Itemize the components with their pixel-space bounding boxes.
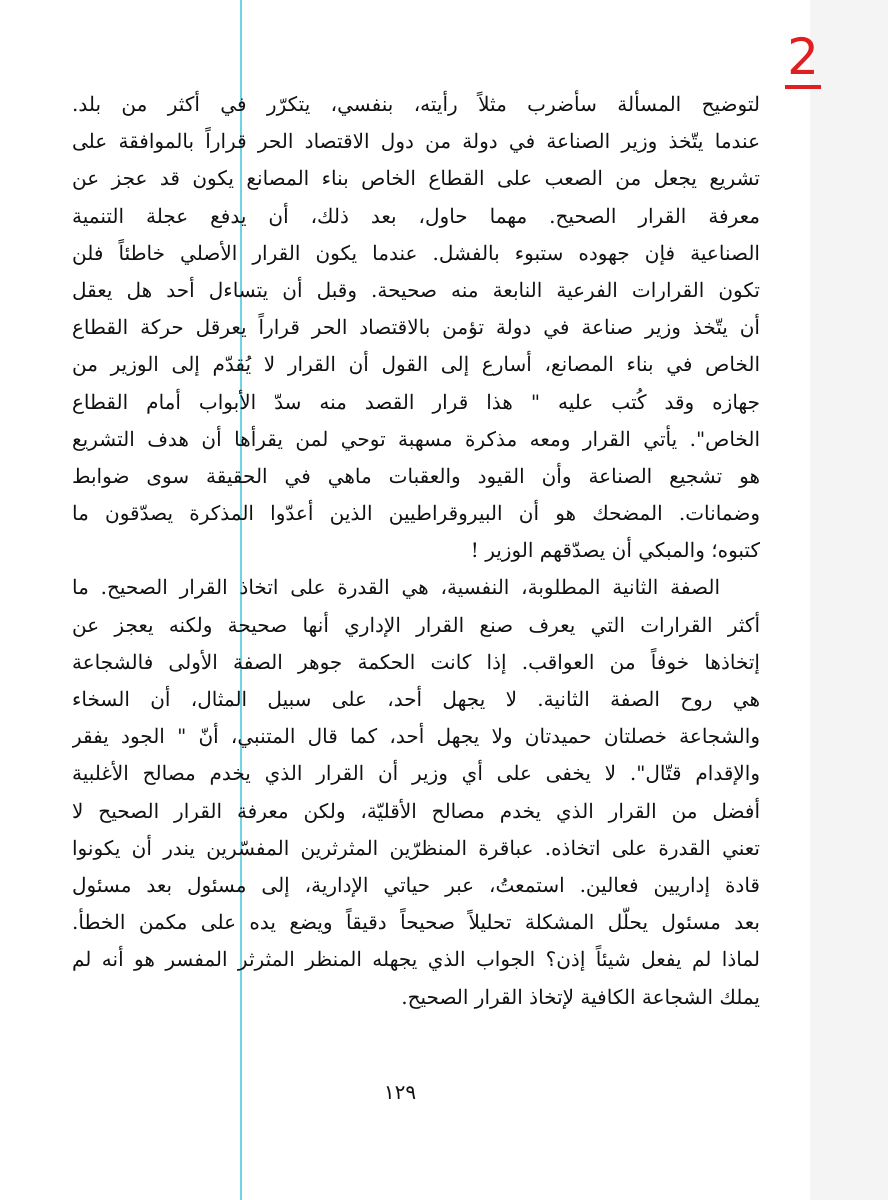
text-line: هو تشجيع الصناعة وأن القيود والعقبات ماهي في الحقيقة سوى ضوابط	[72, 463, 760, 488]
text-line: أن يتّخذ وزير صناعة في دولة تؤمن بالاقتصاد الحر قراراً يعرقل حركة القطاع	[72, 315, 760, 340]
page-marker-label: 2	[785, 29, 821, 89]
text-line: تكون القرارات الفرعية النابعة منه صحيحة. وقبل أن يتساءل أحد هل يعقل	[72, 277, 760, 302]
page-marker	[778, 22, 828, 92]
text-line: أكثر القرارات التي يعرف صنع القرار الإداري أنها صحيحة ولكنه يعجز عن	[72, 612, 760, 637]
page-edge-strip	[810, 0, 888, 1200]
text-line: الصفة الثانية المطلوبة، النفسية، هي القدرة على اتخاذ القرار الصحيح. ما	[72, 575, 720, 600]
text-line: قادة إداريين فعالين. استمعتُ، عبر حياتي الإدارية، إلى مسئول بعد مسئول	[72, 872, 760, 897]
text-line: معرفة القرار الصحيح. مهما حاول، بعد ذلك، أن يدفع عجلة التنمية	[72, 203, 760, 228]
text-line: والشجاعة خصلتان حميدتان ولا يجهل أحد، كما قال المتنبي، أنّ " الجود يفقر	[72, 724, 760, 749]
text-line: هي روح الصفة الثانية. لا يجهل أحد، على سبيل المثال، أن السخاء	[72, 687, 760, 711]
text-line: الخاص في بناء المصانع، أسارع إلى القول أن القرار لا يُقدّم إلى الوزير من	[72, 352, 760, 377]
text-line: بعد مسئول يحلّل المشكلة تحليلاً صحيحاً دقيقاً ويضع يده على مكمن الخطأ.	[72, 910, 760, 935]
text-line: والإقدام قتّال". لا يخفى على أي وزير أن القرار الذي يخدم مصالح الأغلبية	[72, 761, 760, 786]
text-line: كتبوه؛ والمبكي أن يصدّقهم الوزير !	[470, 538, 760, 563]
text-line: الخاص". يأتي القرار ومعه مذكرة مسهبة توحي لمن يقرأها أن هدف التشريع	[72, 426, 760, 451]
text-line: جهازه وقد كُتب عليه " هذا قرار القصد منه سدّ الأبواب أمام القطاع	[72, 389, 760, 414]
body-text	[72, 86, 760, 1016]
text-line: تعني القدرة على اتخاذه. عباقرة المنظرّين المثرثرين المفسّرين يندر أن يكونوا	[72, 835, 760, 860]
text-line: وضمانات. المضحك هو أن البيروقراطيين الذين أعدّوا المذكرة يصدّقون ما	[72, 501, 760, 526]
text-line: يملك الشجاعة الكافية لإتخاذ القرار الصحيح.	[401, 984, 760, 1009]
text-line: الصناعية فإن جهوده ستبوء بالفشل. عندما يكون القرار الأصلي خاطئاً فلن	[72, 240, 760, 265]
text-line: إتخاذها خوفاً من العواقب. إذا كانت الحكمة جوهر الصفة الأولى فالشجاعة	[72, 649, 760, 674]
text-line: عندما يتّخذ وزير الصناعة في دولة من دول الاقتصاد الحر قراراً بالموافقة على	[72, 129, 760, 154]
text-line: لتوضيح المسألة سأضرب مثلاً رأيته، بنفسي، يتكرّر في أكثر من بلد.	[72, 92, 760, 116]
text-line: لماذا لم يفعل شيئاً إذن؟ الجواب الذي يجهله المنظر المثرثر المفسر هو أنه لم	[72, 947, 760, 972]
text-line: أفضل من القرار الذي يخدم مصالح الأقليّة، ولكن معرفة القرار الصحيح لا	[72, 798, 760, 823]
page-number: ١٢٩	[383, 1080, 417, 1104]
text-line: تشريع يجعل من الصعب على القطاع الخاص بناء المصانع يكون قد عجز عن	[72, 166, 760, 191]
